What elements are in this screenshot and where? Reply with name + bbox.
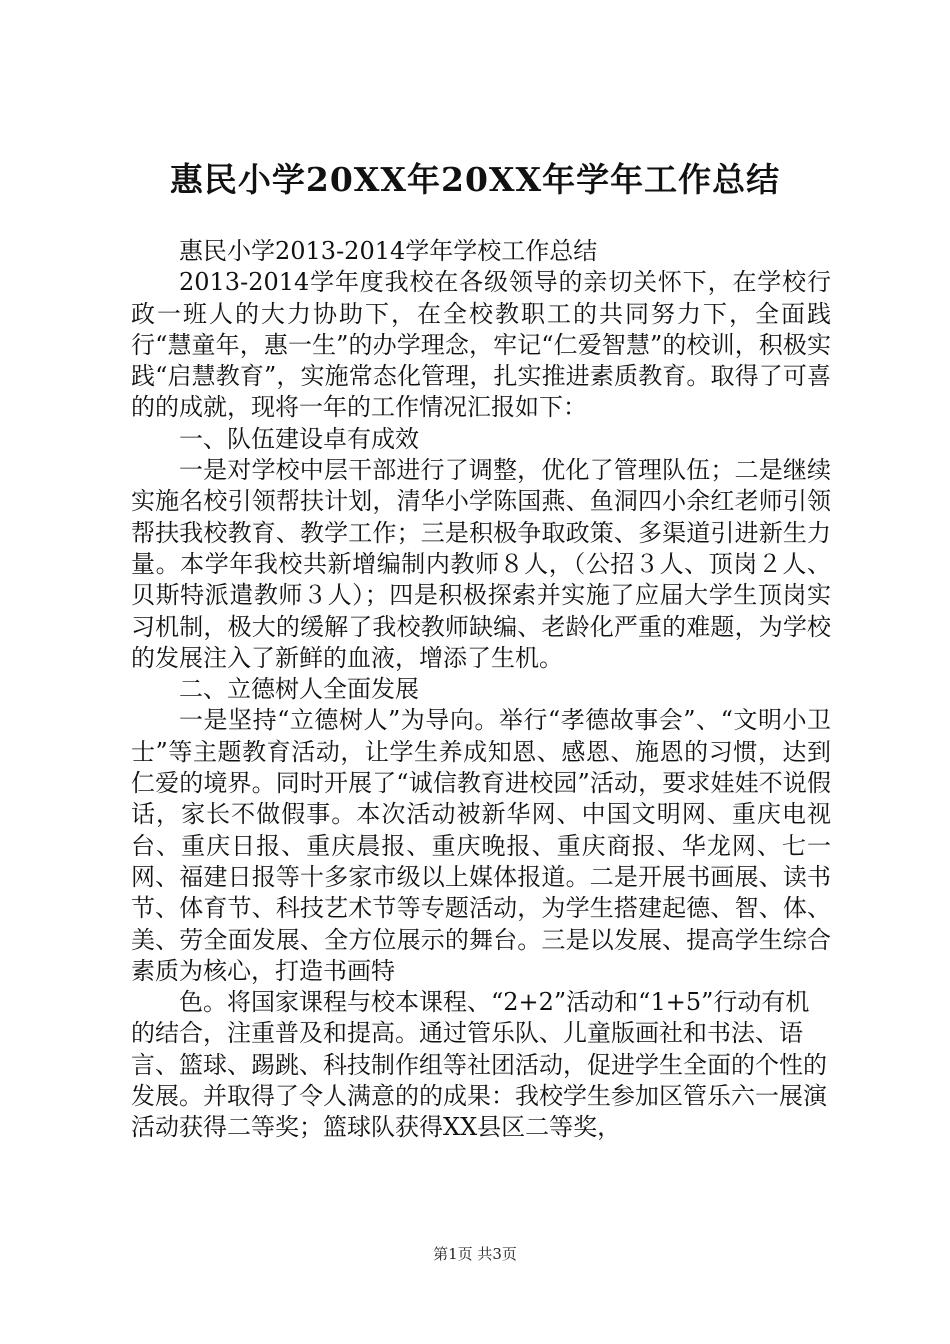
continuation-paragraph: 色。将国家课程与校本课程、“2+2”活动和“1+5”行动有机的结合，注重普及和提高。通过管乐队、儿童版画社和书法、语言、篮球、踢跳、科技制作组等社团活动，促进学生全面的个性的发展。并取得了令人满意的的成果：我校学生参加区管乐六一展演活动获得二等奖；篮球队获得XX县区二等奖， [131, 988, 827, 1142]
subtitle-paragraph: 惠民小学2013-2014学年学校工作总结 [179, 237, 598, 265]
section-2-paragraph: 一是坚持“立德树人”为导向。举行“孝德故事会”、“文明小卫士”等主题教育活动，让学生养成知恩、感恩、施恩的习惯，达到仁爱的境界。同时开展了“诚信教育进校园”活动，要求娃娃不说假话，家长不做假事。本次活动被新华网、中国文明网、重庆电视台、重庆日报、重庆晨报、重庆晚报、重庆商报、华龙网、七一网、福建日报等十多家市级以上媒体报道。二是开展书画展、读书节、体育节、科技艺术节等专题活动，为学生搭建起德、智、体、美、劳全面发展、全方位展示的舞台。三是以发展、提高学生综合素质为核心，打造书画特 [131, 706, 831, 985]
section-heading-1: 一、队伍建设卓有成效 [179, 424, 419, 453]
section-heading-2: 二、立德树人全面发展 [179, 675, 419, 704]
section-1-paragraph: 一是对学校中层干部进行了调整，优化了管理队伍；二是继续实施名校引领帮扶计划，清华小学陈国燕、鱼洞四小余红老师引领帮扶我校教育、教学工作；三是积极争取政策、多渠道引进新生力量。本学年我校共新增编制内教师８人，（公招３人、顶岗２人、贝斯特派遣教师３人）；四是积极探索并实施了应届大学生顶岗实习机制，极大的缓解了我校教师缺编、老龄化严重的难题，为学校的发展注入了新鲜的血液，增添了生机。 [131, 456, 831, 672]
document-body [131, 236, 831, 1144]
intro-paragraph: 2013-2014学年度我校在各级领导的亲切关怀下，在学校行政一班人的大力协助下，在全校教职工的共同努力下，全面践行“慧童年，惠一生”的办学理念，牢记“仁爱智慧”的校训，积极实践“启慧教育”，实施常态化管理，扎实推进素质教育。取得了可喜的的成就，现将一年的工作情况汇报如下： [131, 268, 831, 422]
document-title: 惠民小学20XX年20XX年学年工作总结 [169, 160, 781, 199]
page-number-footer: 第1页 共3页 [433, 1245, 517, 1263]
